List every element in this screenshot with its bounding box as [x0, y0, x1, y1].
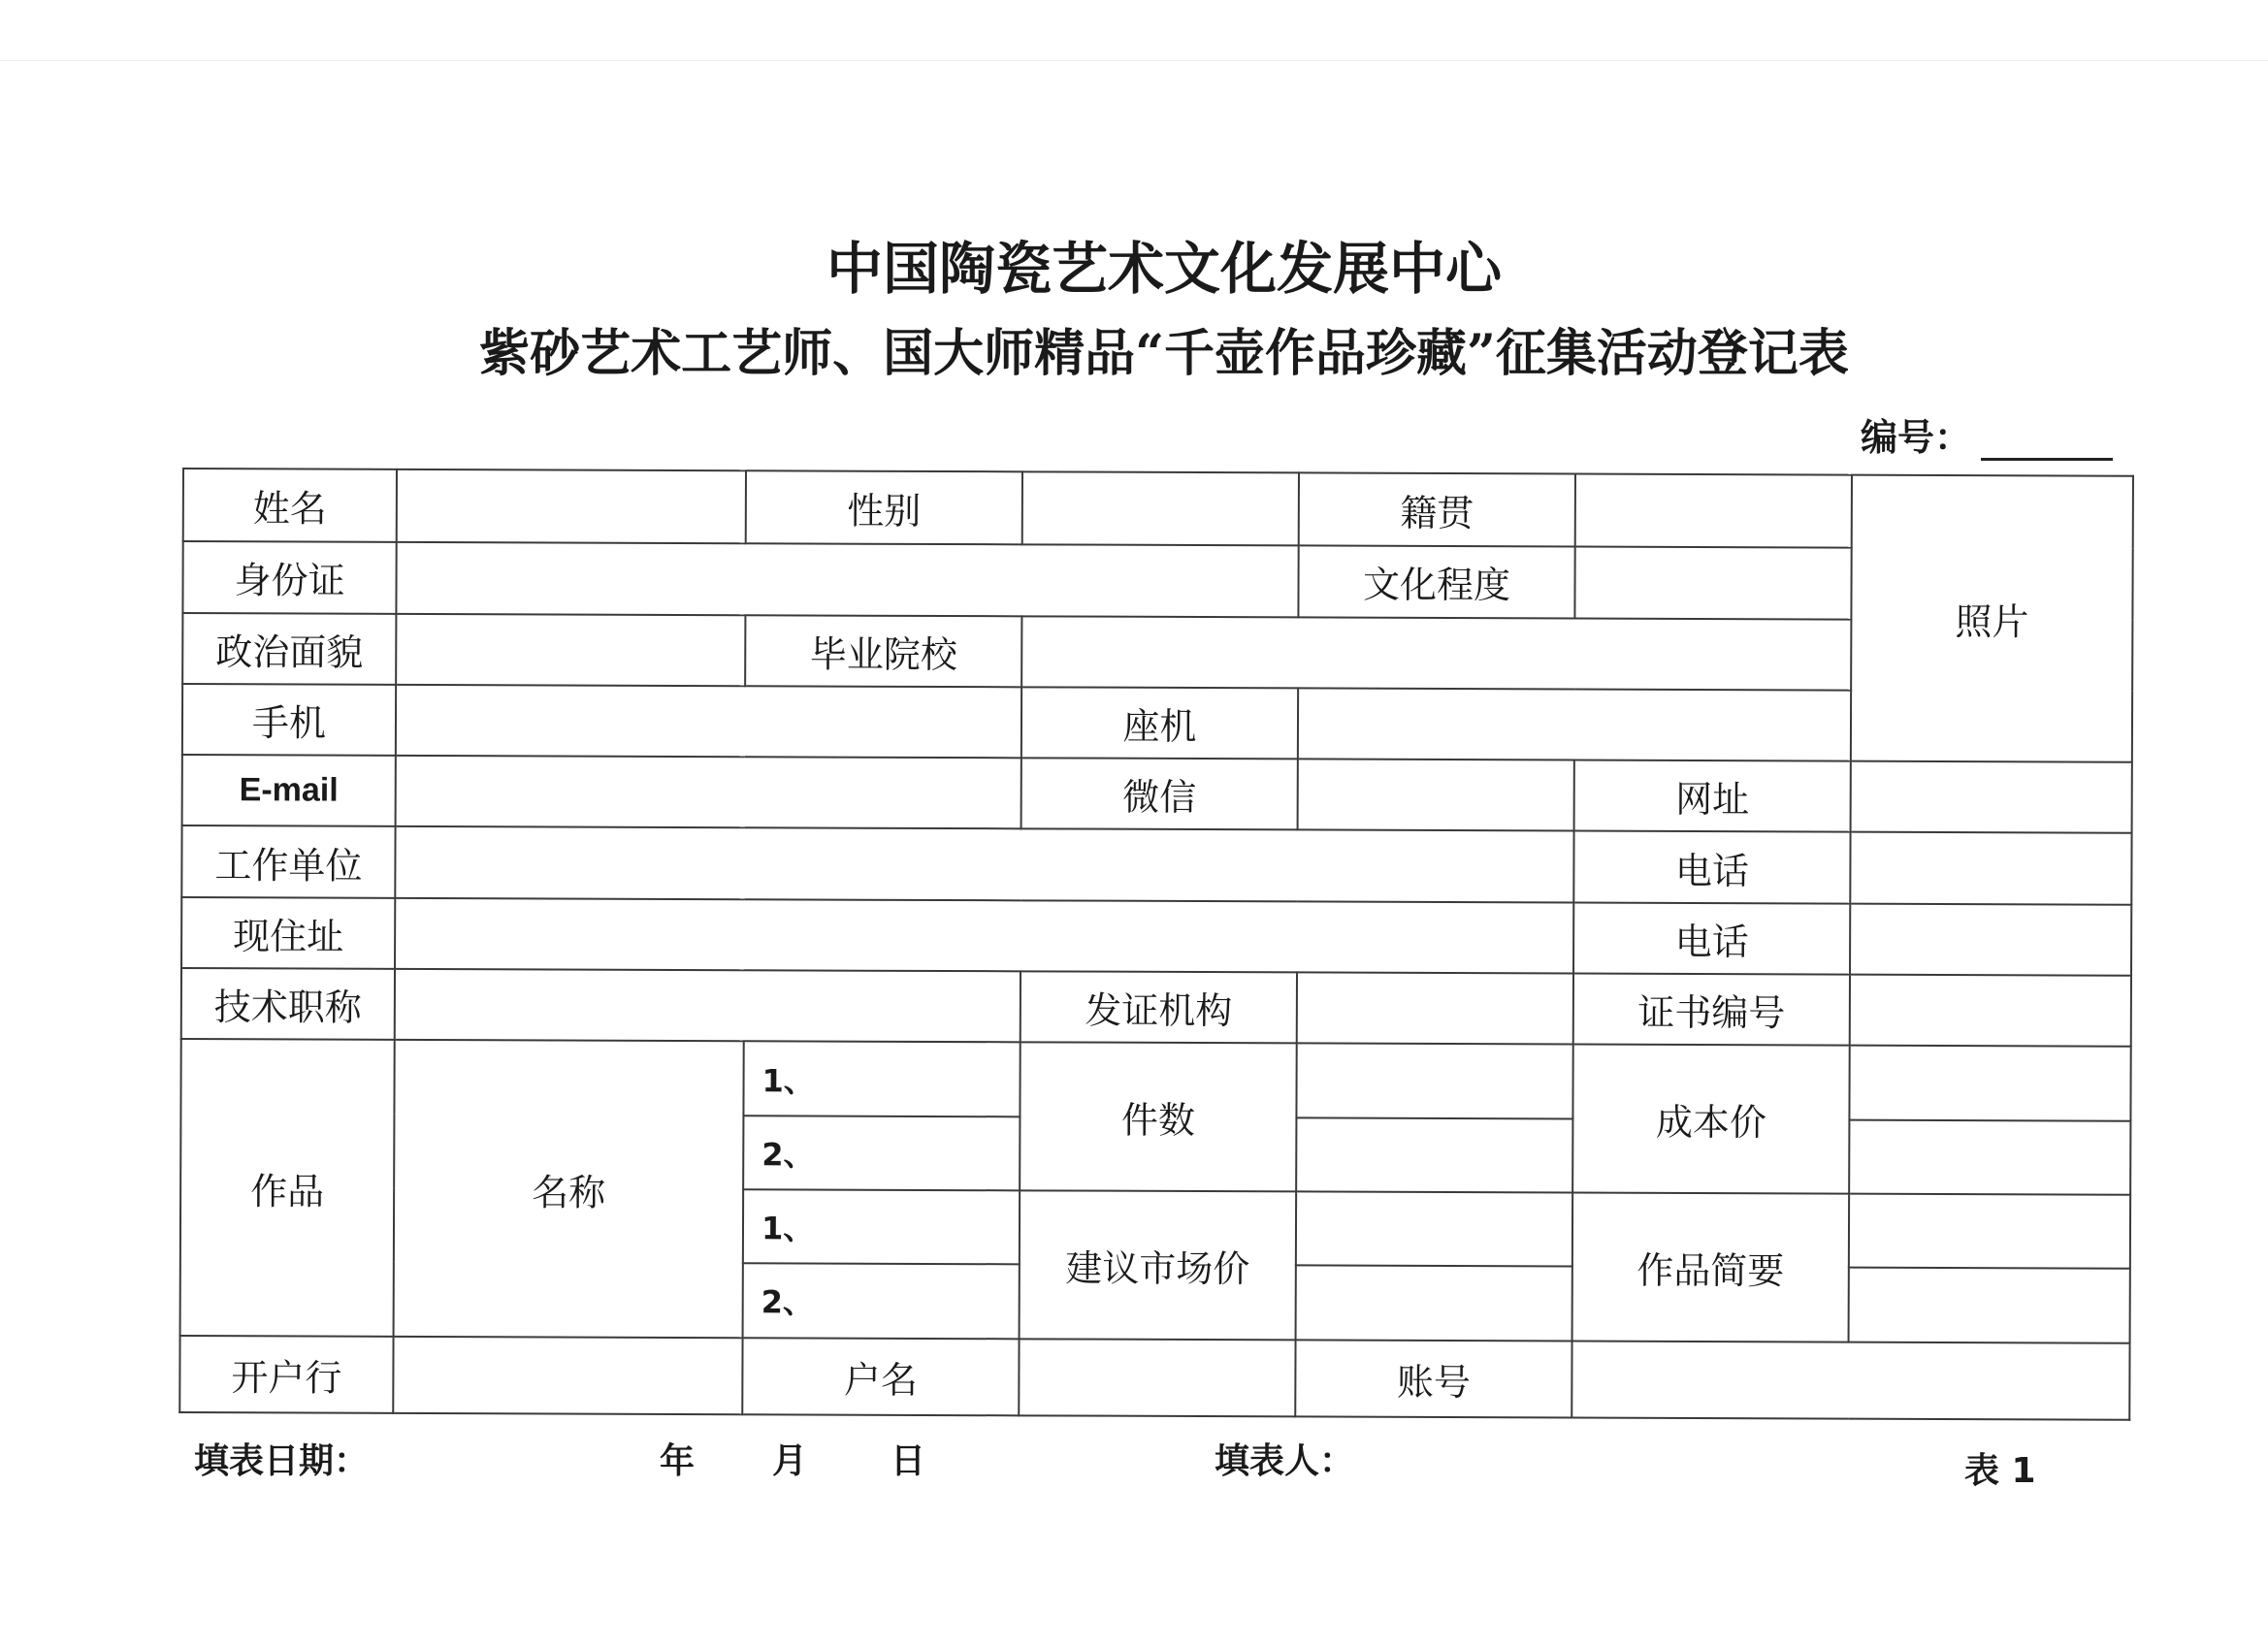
serial-number: [1861, 407, 2113, 461]
political-status-label: 政治面貌: [182, 613, 396, 685]
education-label: 文化程度: [1298, 546, 1574, 618]
certificate-no-field[interactable]: [1850, 975, 2131, 1047]
email-label: E-mail: [182, 755, 396, 826]
bank-label: 开户行: [179, 1336, 393, 1413]
cost-price-field-1[interactable]: [1849, 1046, 2130, 1120]
work-name-label: 名称: [394, 1040, 744, 1338]
work-unit-label: 工作单位: [181, 825, 395, 897]
education-field[interactable]: [1574, 547, 1851, 619]
day-label: 日: [891, 1441, 926, 1481]
landline-label: 座机: [1021, 687, 1298, 759]
graduated-school-field[interactable]: [1021, 616, 1851, 691]
work-item-2a[interactable]: 2、: [743, 1116, 1020, 1190]
wechat-field[interactable]: [1298, 760, 1574, 831]
issuing-authority-label: 发证机构: [1021, 971, 1297, 1043]
email-field[interactable]: [396, 756, 1021, 829]
quantity-label: 件数: [1020, 1043, 1297, 1192]
gender-field[interactable]: [1022, 471, 1299, 545]
id-card-label: 身份证: [182, 541, 396, 613]
mobile-label: 手机: [182, 684, 396, 756]
name-field[interactable]: [397, 469, 746, 544]
current-address-field[interactable]: [395, 898, 1573, 974]
account-name-label: 户名: [742, 1338, 1019, 1415]
serial-label: 编号：: [1861, 416, 1972, 459]
filler-label: 填表人：: [1215, 1441, 1355, 1481]
work-summary-label: 作品简要: [1572, 1193, 1850, 1342]
account-no-field[interactable]: [1571, 1341, 2129, 1420]
work-item-2b[interactable]: 2、: [743, 1264, 1020, 1339]
work-unit-field[interactable]: [395, 826, 1573, 902]
name-label: 姓名: [183, 469, 397, 542]
mobile-field[interactable]: [396, 685, 1021, 759]
website-label: 网址: [1574, 760, 1851, 832]
native-place-label: 籍贯: [1299, 472, 1575, 546]
work-summary-field-2[interactable]: [1849, 1268, 2130, 1342]
work-summary-field-1[interactable]: [1849, 1194, 2130, 1269]
current-address-label: 现住址: [181, 897, 395, 969]
photo-label: 照片: [1955, 600, 2029, 644]
org-title: 中国陶瓷艺术文化发展中心: [826, 236, 1502, 302]
scan-edge: [0, 0, 2268, 61]
account-no-label: 账号: [1295, 1340, 1571, 1417]
year-label: 年: [660, 1441, 696, 1481]
table-number: 表 1: [1964, 1451, 2036, 1491]
technical-title-field[interactable]: [395, 969, 1021, 1043]
wechat-label: 微信: [1021, 759, 1298, 830]
certificate-no-label: 证书编号: [1573, 974, 1850, 1046]
website-field[interactable]: [1851, 761, 2132, 833]
phone-2-label: 电话: [1573, 902, 1850, 974]
quantity-field-2[interactable]: [1296, 1117, 1572, 1192]
technical-title-label: 技术职称: [181, 968, 395, 1040]
works-label: 作品: [180, 1039, 395, 1336]
registration-table: [178, 468, 2134, 1421]
quantity-field-1[interactable]: [1296, 1044, 1572, 1118]
phone-1-field[interactable]: [1850, 832, 2131, 904]
cost-price-field-2[interactable]: [1849, 1119, 2130, 1194]
phone-2-field[interactable]: [1850, 903, 2131, 975]
id-card-field[interactable]: [396, 542, 1298, 617]
cost-price-label: 成本价: [1572, 1045, 1850, 1194]
work-item-1b[interactable]: 1、: [743, 1189, 1020, 1264]
native-place-field[interactable]: [1575, 474, 1852, 548]
landline-field[interactable]: [1298, 688, 1851, 760]
form-title: 紫砂艺术工艺师、国大师精品“千壶作品珍藏”征集活动登记表: [479, 324, 1849, 383]
phone-1-label: 电话: [1573, 831, 1850, 903]
account-name-field[interactable]: [1019, 1339, 1295, 1416]
month-label: 月: [772, 1441, 808, 1481]
work-item-1a[interactable]: 1、: [743, 1042, 1020, 1116]
serial-blank[interactable]: [1981, 421, 2113, 461]
gender-label: 性别: [746, 470, 1022, 544]
fill-date-label: 填表日期：: [194, 1441, 370, 1481]
graduated-school-label: 毕业院校: [745, 615, 1021, 687]
suggested-price-field-2[interactable]: [1296, 1266, 1572, 1341]
issuing-authority-field[interactable]: [1297, 972, 1573, 1044]
photo-box[interactable]: [1851, 475, 2133, 762]
political-status-field[interactable]: [396, 613, 745, 686]
bank-field[interactable]: [393, 1336, 742, 1414]
suggested-price-field-1[interactable]: [1296, 1191, 1572, 1266]
suggested-price-label: 建议市场价: [1020, 1190, 1297, 1340]
